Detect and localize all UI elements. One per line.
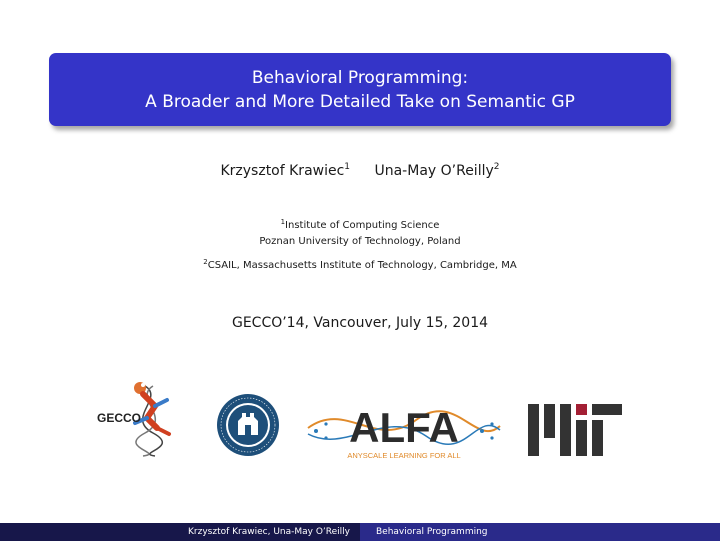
alfa-logo-text: ALFA xyxy=(349,404,459,451)
affiliation-line: Institute of Computing Science xyxy=(285,220,440,231)
footer-authors: Krzysztof Krawiec, Una-May O’Reilly xyxy=(0,523,360,541)
mit-logo xyxy=(528,404,622,456)
affiliation-line: Poznan University of Technology, Poland xyxy=(259,236,461,247)
title-line-2: A Broader and More Detailed Take on Semantic GP xyxy=(145,91,575,112)
alfa-subtitle: ANYSCALE LEARNING FOR ALL xyxy=(347,451,461,460)
affiliation-mark: 2 xyxy=(203,258,208,266)
footer-bar xyxy=(0,523,720,541)
gecco-logo xyxy=(95,378,190,458)
affiliation-mark: 1 xyxy=(280,218,286,226)
title-line-1: Behavioral Programming: xyxy=(251,67,469,88)
author-mark: 1 xyxy=(344,162,351,172)
affiliation-1 xyxy=(0,214,720,250)
author-list xyxy=(0,162,720,179)
author-name: Krzysztof Krawiec xyxy=(220,163,345,179)
author-2 xyxy=(374,163,499,179)
author-mark: 2 xyxy=(493,162,500,172)
footer-title: Behavioral Programming xyxy=(360,523,720,541)
affiliation-2 xyxy=(0,258,720,271)
author-1 xyxy=(220,163,350,179)
affiliation-line: CSAIL, Massachusetts Institute of Technology, Cambridge, MA xyxy=(207,260,517,271)
alfa-logo xyxy=(306,398,502,462)
conference-line: GECCO’14, Vancouver, July 15, 2014 xyxy=(231,315,489,331)
gecco-logo-text: GECCO xyxy=(97,411,142,425)
university-seal xyxy=(216,393,280,457)
title-box xyxy=(49,53,671,126)
author-name: Una-May O’Reilly xyxy=(374,163,494,179)
